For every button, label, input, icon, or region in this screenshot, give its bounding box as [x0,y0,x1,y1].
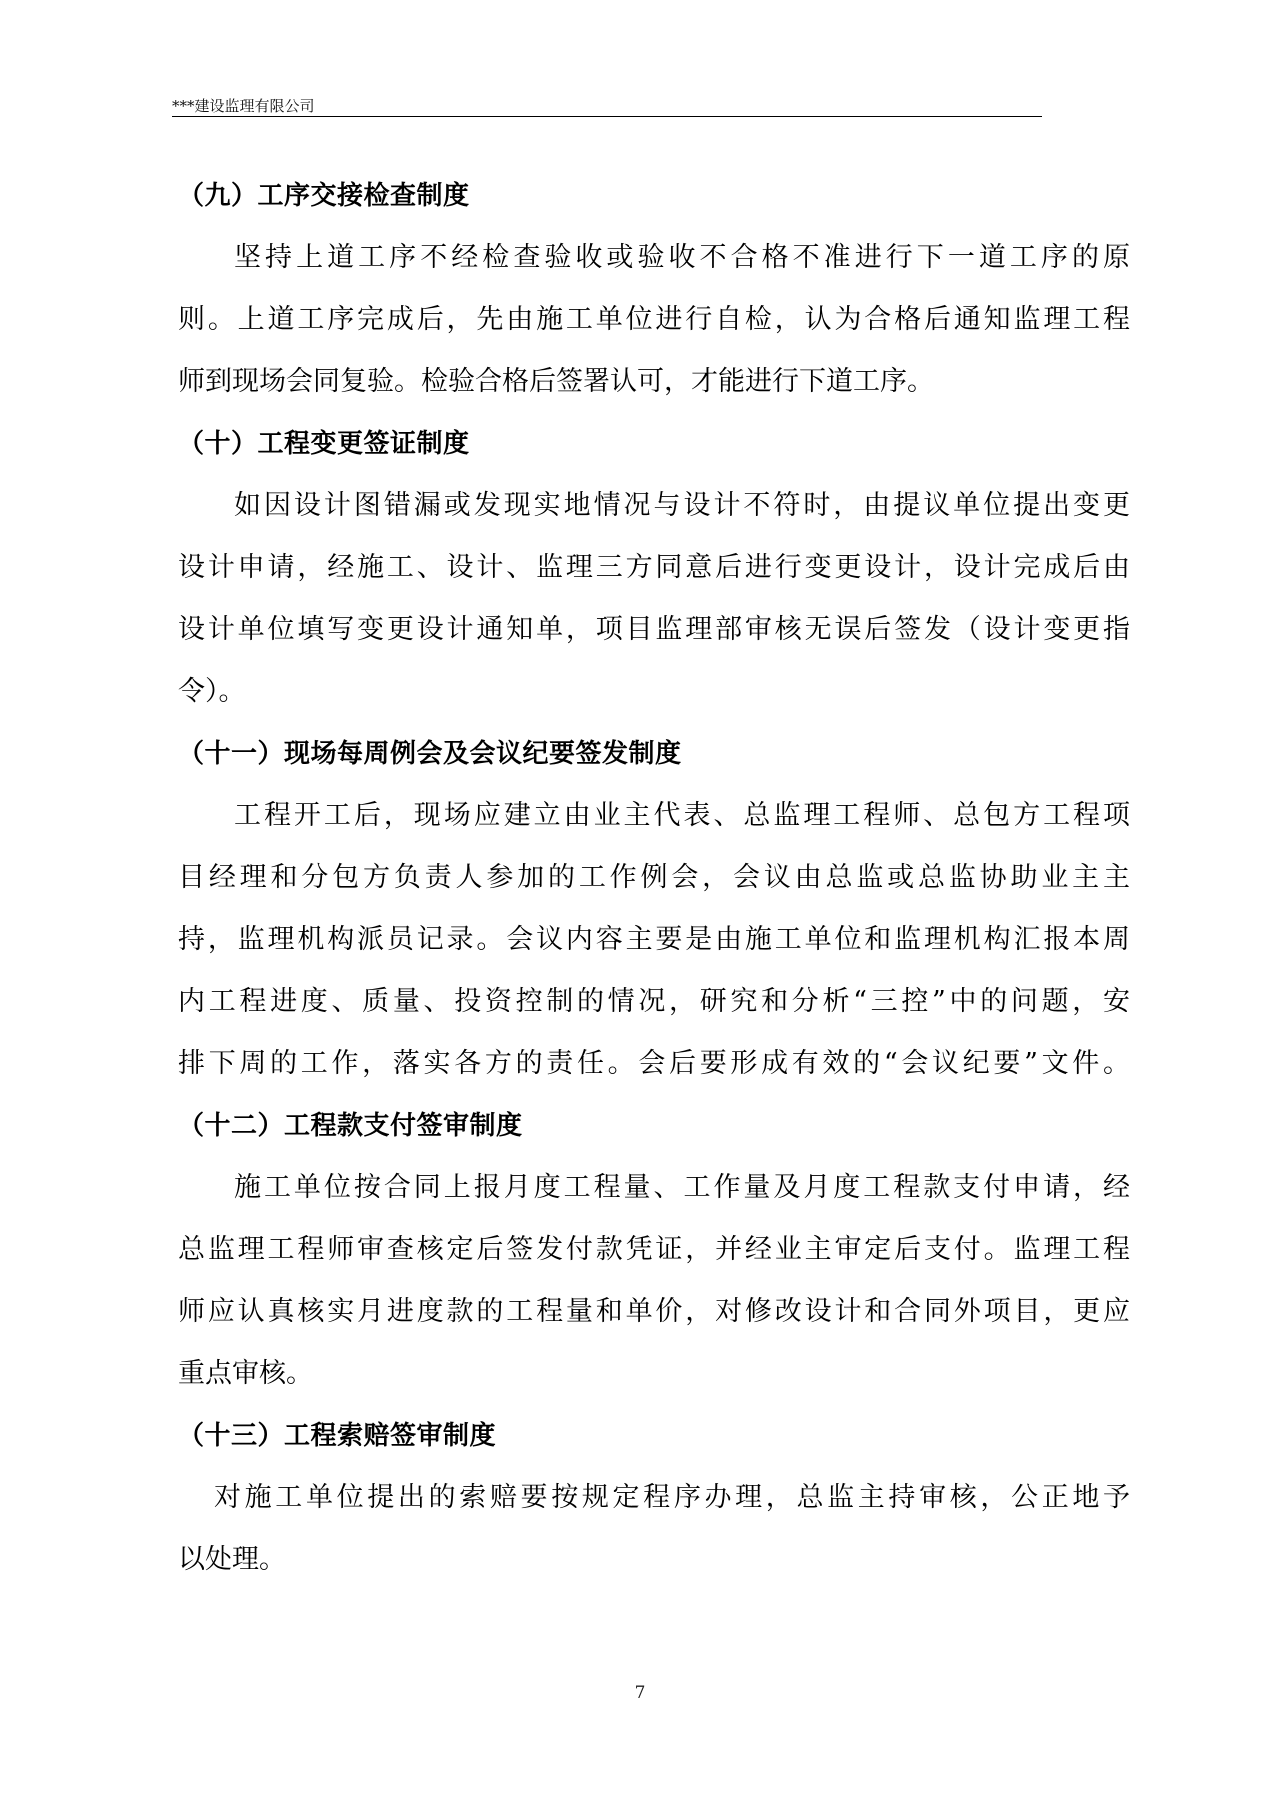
page-header [172,92,1042,117]
paragraph-line: 设计单位填写变更设计通知单，项目监理部审核无误后签发（设计变更指 [178,614,1130,645]
paragraph-line: 令）。 [178,676,246,707]
section-paragraph-10 [178,475,1130,723]
paragraph-line: 设计申请，经施工、设计、监理三方同意后进行变更设计，设计完成后由 [178,552,1130,583]
section-paragraph-11 [178,785,1130,1095]
paragraph-line: 师应认真核实月进度款的工程量和单价，对修改设计和合同外项目，更应 [178,1296,1130,1327]
section-heading-12: （十二）工程款支付签审制度 [178,1111,523,1141]
paragraph-line: 排下周的工作，落实各方的责任。会后要形成有效的“会议纪要”文件。 [178,1048,1130,1079]
paragraph-line: 对施工单位提出的索赔要按规定程序办理，总监主持审核，公正地予 [214,1482,1130,1513]
paragraph-line: 工程开工后，现场应建立由业主代表、总监理工程师、总包方工程项 [234,800,1130,831]
company-name: ***建设监理有限公司 [172,97,315,115]
paragraph-line: 内工程进度、质量、投资控制的情况，研究和分析“三控”中的问题，安 [178,986,1130,1017]
paragraph-line: 以处理。 [178,1544,286,1575]
paragraph-line: 施工单位按合同上报月度工程量、工作量及月度工程款支付申请，经 [234,1172,1130,1203]
paragraph-line: 重点审核。 [178,1358,313,1389]
document-body [178,165,1130,1591]
page-number: 7 [634,1683,646,1703]
paragraph-line: 坚持上道工序不经检查验收或验收不合格不准进行下一道工序的原 [234,242,1130,273]
section-heading-9: （九）工序交接检查制度 [178,181,470,211]
section-heading-10: （十）工程变更签证制度 [178,429,470,459]
section-heading-11: （十一）现场每周例会及会议纪要签发制度 [178,739,682,769]
paragraph-line: 目经理和分包方负责人参加的工作例会，会议由总监或总监协助业主主 [178,862,1130,893]
section-paragraph-12 [178,1157,1130,1405]
paragraph-line: 师到现场会同复验。检验合格后签署认可，才能进行下道工序。 [178,366,934,397]
paragraph-line: 总监理工程师审查核定后签发付款凭证，并经业主审定后支付。监理工程 [178,1234,1130,1265]
paragraph-line: 如因设计图错漏或发现实地情况与设计不符时，由提议单位提出变更 [234,490,1130,521]
section-heading-13: （十三）工程索赔签审制度 [178,1421,497,1451]
section-paragraph-13 [178,1467,1130,1591]
section-paragraph-9 [178,227,1130,413]
paragraph-line: 持，监理机构派员记录。会议内容主要是由施工单位和监理机构汇报本周 [178,924,1130,955]
paragraph-line: 则。上道工序完成后，先由施工单位进行自检，认为合格后通知监理工程 [178,304,1130,335]
